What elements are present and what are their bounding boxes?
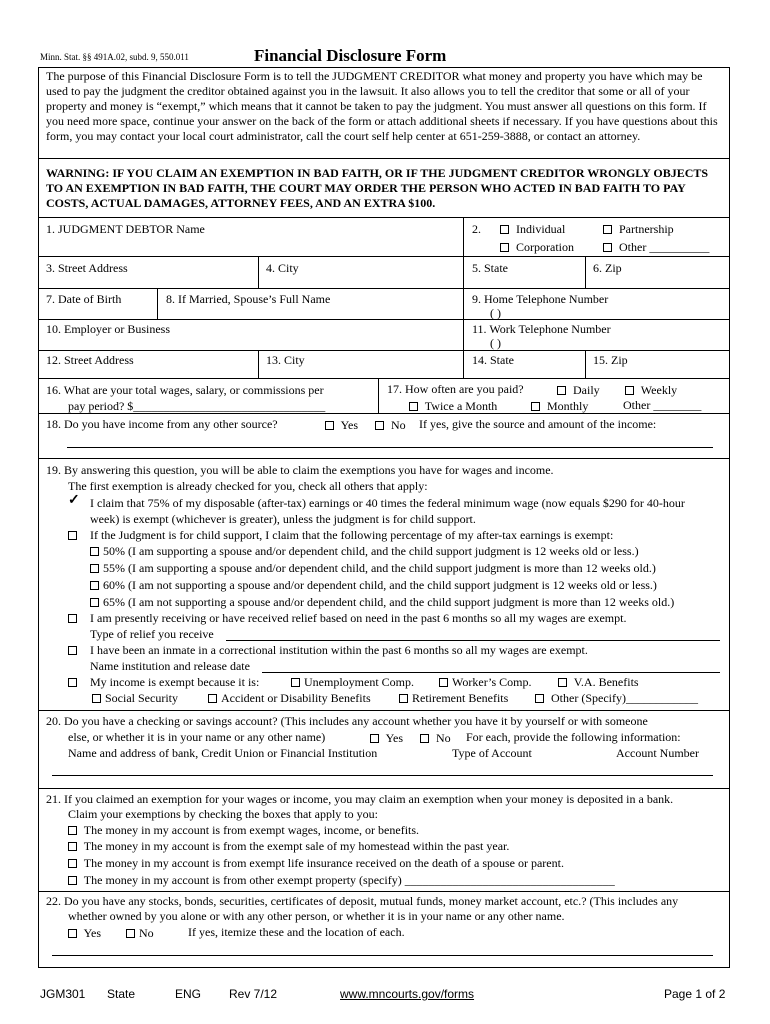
pay-frequency-other[interactable]: Other ________ <box>623 398 702 412</box>
divider <box>463 319 464 350</box>
checkbox-icon <box>603 225 612 234</box>
checkbox-label: The money in my account is from exempt life insurance received on the death of a spouse or parent. <box>83 856 564 870</box>
checkbox-label: Weekly <box>640 383 678 397</box>
institution-label: Name institution and release date <box>90 659 250 673</box>
checkbox-55-percent[interactable] <box>90 561 656 575</box>
checkbox-label: Unemployment Comp. <box>304 675 414 689</box>
checkbox-corporation[interactable] <box>500 240 574 254</box>
checkbox-retirement[interactable] <box>399 691 508 705</box>
checkbox-life-insurance[interactable] <box>68 856 564 870</box>
checkbox-individual[interactable] <box>500 222 565 236</box>
statute-citation: Minn. Stat. §§ 491A.02, subd. 9, 550.011 <box>40 52 189 62</box>
divider <box>463 288 464 319</box>
checkbox-label: Social Security <box>105 691 178 705</box>
purpose-paragraph: The purpose of this Financial Disclosure Form is to tell the JUDGMENT CREDITOR what money and property you have which may be used to pay the judgment the creditor obtained against you in the lawsuit. It also allows you to tell the creditor that some or all of your property and money is “exempt,” which means that it cannot be taken to pay the judgment. You must answer all questions on this form. If you need more space, continue your answer on the back of the form or attach additional sheets if necessary. If you have questions about this form, you may contact your local court administrator, call the court self help center at 651-259-3888, or contact an attorney. <box>46 69 718 143</box>
divider <box>38 350 730 351</box>
checkbox-icon <box>370 734 379 743</box>
checkbox-label: No <box>391 418 406 432</box>
checkbox-relief[interactable] <box>68 611 81 625</box>
checkbox-icon <box>409 402 418 411</box>
checkbox-icon <box>531 402 540 411</box>
divider <box>585 256 586 288</box>
checkbox-icon <box>68 842 77 851</box>
pay-frequency-label: 17. How often are you paid? <box>387 382 524 396</box>
checkbox-icon <box>68 929 77 938</box>
divider <box>258 256 259 288</box>
divider <box>38 710 730 711</box>
divider <box>38 378 730 379</box>
field-employer-street[interactable]: 12. Street Address <box>46 353 134 367</box>
q22-question-cont: whether owned by you alone or with any other person, or whether it is in your name or any other name. <box>68 909 565 923</box>
field-home-phone[interactable]: 9. Home Telephone Number <box>472 292 609 306</box>
divider <box>38 788 730 789</box>
checkbox-weekly[interactable] <box>625 383 677 397</box>
checkbox-icon <box>208 694 217 703</box>
divider <box>463 217 464 256</box>
checkbox-65-percent[interactable] <box>90 595 674 609</box>
checkbox-monthly[interactable] <box>531 399 588 413</box>
checkbox-unemployment[interactable] <box>291 675 414 689</box>
col-account-number: Account Number <box>616 746 699 760</box>
phone-area-code: ( ) <box>490 336 501 350</box>
divider <box>463 350 464 378</box>
field-state[interactable]: 5. State <box>472 261 508 275</box>
checkbox-exempt-wages[interactable] <box>68 823 419 837</box>
col-bank-name: Name and address of bank, Credit Union or Financial Institution <box>68 746 378 760</box>
other-income-instructions: If yes, give the source and amount of the income: <box>419 417 657 431</box>
checkbox-icon <box>90 564 99 573</box>
checkbox-other-property[interactable] <box>68 873 615 887</box>
divider <box>38 158 730 159</box>
divider <box>38 319 730 320</box>
checkbox-60-percent[interactable] <box>90 578 657 592</box>
checkbox-icon <box>557 386 566 395</box>
q20-question: 20. Do you have a checking or savings account? (This includes any account whether you have it by yourself or with someone <box>46 714 648 728</box>
checkbox-icon <box>92 694 101 703</box>
checkbox-label: Twice a Month <box>424 399 498 413</box>
checkbox-icon <box>535 694 544 703</box>
divider <box>38 891 730 892</box>
checkbox-label: Yes <box>83 926 102 940</box>
checkbox-social-security[interactable] <box>92 691 178 705</box>
field-date-of-birth[interactable]: 7. Date of Birth <box>46 292 122 306</box>
checkbox-label: Individual <box>516 222 566 236</box>
q20-instructions: For each, provide the following information: <box>466 730 681 744</box>
checkbox-twice-a-month[interactable] <box>409 399 497 413</box>
checkbox-label: Yes <box>385 731 404 745</box>
checkbox-icon <box>68 859 77 868</box>
relief-type-label: Type of relief you receive <box>90 627 214 641</box>
field-wages-input[interactable]: pay period? $________________________________ <box>68 399 326 413</box>
checkbox-icon <box>68 614 77 623</box>
checkbox-label: Accident or Disability Benefits <box>221 691 371 705</box>
divider <box>585 350 586 378</box>
field-spouse-name[interactable]: 8. If Married, Spouse’s Full Name <box>166 292 331 306</box>
divider <box>258 350 259 378</box>
checkbox-icon <box>291 678 300 687</box>
checkbox-icon <box>399 694 408 703</box>
field-city[interactable]: 4. City <box>266 261 299 275</box>
checkbox-label: The money in my account is from exempt wages, income, or benefits. <box>83 823 420 837</box>
checkbox-label: Other __________ <box>619 240 710 254</box>
checkbox-50-percent[interactable] <box>90 544 639 558</box>
page-title: Financial Disclosure Form <box>254 46 447 65</box>
checkbox-bank-no[interactable] <box>420 731 451 745</box>
stocks-answer-line[interactable] <box>52 955 713 956</box>
checkbox-daily[interactable] <box>557 383 600 397</box>
checkbox-icon <box>375 421 384 430</box>
other-income-answer-line[interactable] <box>67 447 713 448</box>
page-number: Page 1 of 2 <box>664 987 726 1001</box>
checkbox-workers-comp[interactable] <box>439 675 531 689</box>
divider <box>38 217 730 218</box>
checkbox-icon <box>558 678 567 687</box>
child-support-label: If the Judgment is for child support, I claim that the following percentage of my after-tax earnings is exempt: <box>90 528 614 542</box>
divider <box>378 378 379 413</box>
checkbox-icon <box>68 678 77 687</box>
q21-question: 21. If you claimed an exemption for your wages or income, you may claim an exemption when your money is deposited in a bank. <box>46 792 674 806</box>
footer-language: ENG <box>175 987 202 1001</box>
checkbox-icon <box>126 929 135 938</box>
checkbox-icon <box>90 581 99 590</box>
checkbox-label: 55% (I am supporting a spouse and/or dependent child, and the child support judgment is more than 12 weeks old.) <box>103 561 656 575</box>
checkbox-label: 60% (I am not supporting a spouse and/or dependent child, and the child support judgment is 12 weeks old or less.) <box>103 578 657 592</box>
checkbox-accident[interactable] <box>208 691 371 705</box>
checkbox-child-support[interactable] <box>68 528 81 542</box>
inmate-label: I have been an inmate in a correctional institution within the past 6 months so all my wages are exempt. <box>90 643 588 657</box>
checkbox-icon <box>625 386 634 395</box>
checkbox-icon <box>500 243 509 252</box>
checkbox-label: No <box>436 731 451 745</box>
checkbox-label: Monthly <box>547 399 589 413</box>
checkbox-homestead[interactable] <box>68 839 509 853</box>
relief-label: I am presently receiving or have received relief based on need in the past 6 months so all my wages are exempt. <box>90 611 627 625</box>
divider <box>38 458 730 459</box>
checkbox-icon <box>500 225 509 234</box>
institution-input[interactable] <box>262 672 720 673</box>
checkbox-icon <box>68 531 77 540</box>
checkbox-label: No <box>139 926 154 940</box>
field-work-phone[interactable]: 11. Work Telephone Number <box>472 322 611 336</box>
forms-link[interactable]: www.mncourts.gov/forms <box>340 987 475 1001</box>
checkbox-label: 50% (I am supporting a spouse and/or dependent child, and the child support judgment is 12 weeks old or less.) <box>103 544 639 558</box>
checkbox-inmate[interactable] <box>68 643 81 657</box>
checkbox-other-income-no[interactable] <box>375 418 406 432</box>
checkbox-income-exempt[interactable] <box>68 675 81 689</box>
checkbox-icon <box>68 646 77 655</box>
divider <box>38 413 730 414</box>
divider <box>38 288 730 289</box>
field-debtor-name[interactable]: 1. JUDGMENT DEBTOR Name <box>46 222 205 236</box>
q22-question: 22. Do you have any stocks, bonds, securities, certificates of deposit, mutual funds, money market account, etc.? (This includes any <box>46 894 679 908</box>
checkbox-label: Retirement Benefits <box>412 691 509 705</box>
checkbox-other-entity[interactable] <box>603 240 709 254</box>
checkbox-icon <box>90 598 99 607</box>
form-code: JGM301 <box>40 987 86 1001</box>
checkbox-icon <box>325 421 334 430</box>
col-account-type: Type of Account <box>452 746 532 760</box>
checkbox-partnership[interactable] <box>603 222 674 236</box>
checkbox-stocks-yes[interactable] <box>68 926 101 940</box>
checkbox-label: Other (Specify)____________ <box>551 691 698 705</box>
checkbox-label: V.A. Benefits <box>573 675 639 689</box>
relief-type-input[interactable] <box>226 640 720 641</box>
checkbox-label: Daily <box>573 383 600 397</box>
checkbox-va-benefits[interactable] <box>558 675 639 689</box>
field-2-label: 2. <box>472 222 481 236</box>
field-employer[interactable]: 10. Employer or Business <box>46 322 170 336</box>
q21-instructions: Claim your exemptions by checking the boxes that apply to you: <box>68 807 378 821</box>
bank-answer-line[interactable] <box>52 775 713 776</box>
field-wages-label: 16. What are your total wages, salary, or commissions per <box>46 383 324 397</box>
checkbox-icon <box>439 678 448 687</box>
field-street-address[interactable]: 3. Street Address <box>46 261 128 275</box>
checkbox-label: Partnership <box>619 222 674 236</box>
q19-intro: 19. By answering this question, you will be able to claim the exemptions you have for wages and income. <box>46 463 554 477</box>
q20-question-cont: else, or whether it is in your name or any other name) <box>68 730 326 744</box>
checkbox-icon <box>68 876 77 885</box>
exemption-75-percent-cont: week) is exempt (whichever is greater), unless the judgment is for child support. <box>90 512 476 526</box>
checkbox-label: The money in my account is from the exempt sale of my homestead within the past year. <box>83 839 510 853</box>
field-employer-state[interactable]: 14. State <box>472 353 514 367</box>
checkbox-other-specify[interactable] <box>535 691 698 705</box>
exemption-75-percent: I claim that 75% of my disposable (after-tax) earnings or 40 times the federal minimum wage (now equals $290 for 40-hour <box>90 496 685 510</box>
checkbox-label: 65% (I am not supporting a spouse and/or dependent child, and the child support judgment is more than 12 weeks old.) <box>103 595 675 609</box>
warning-paragraph: WARNING: IF YOU CLAIM AN EXEMPTION IN BAD FAITH, OR IF THE JUDGMENT CREDITOR WRONGLY OBJECTS TO AN EXEMPTION IN BAD FAITH, THE COURT MAY ORDER THE PERSON WHO ACTED IN BAD FAITH TO PAY COSTS, ACTUAL DAMAGES, ATTORNEY FEES, AND AN EXTRA $100. <box>46 166 709 210</box>
field-employer-city[interactable]: 13. City <box>266 353 305 367</box>
footer-revision: Rev 7/12 <box>229 987 278 1001</box>
income-exempt-label: My income is exempt because it is: <box>90 675 260 689</box>
checkbox-stocks-no[interactable] <box>126 926 154 940</box>
divider <box>38 256 730 257</box>
checkbox-label: The money in my account is from other exempt property (specify) ___________________________________ <box>83 873 615 887</box>
phone-area-code: ( ) <box>490 306 501 320</box>
divider <box>463 256 464 288</box>
q22-instructions: If yes, itemize these and the location of each. <box>188 925 405 939</box>
other-income-question: 18. Do you have income from any other source? <box>46 417 278 431</box>
checkbox-label: Worker’s Comp. <box>452 675 532 689</box>
checkbox-label: Corporation <box>516 240 574 254</box>
field-zip[interactable]: 6. Zip <box>593 261 622 275</box>
checkbox-bank-yes[interactable] <box>370 731 403 745</box>
field-employer-zip[interactable]: 15. Zip <box>593 353 628 367</box>
checkbox-icon <box>68 826 77 835</box>
checkbox-icon <box>90 547 99 556</box>
q19-instructions: The first exemption is already checked for you, check all others that apply: <box>68 479 428 493</box>
check-mark-icon[interactable]: ✓ <box>68 493 80 508</box>
checkbox-icon <box>420 734 429 743</box>
checkbox-label: Yes <box>340 418 359 432</box>
footer-state: State <box>107 987 136 1001</box>
checkbox-icon <box>603 243 612 252</box>
checkbox-other-income-yes[interactable] <box>325 418 358 432</box>
divider <box>157 288 158 319</box>
